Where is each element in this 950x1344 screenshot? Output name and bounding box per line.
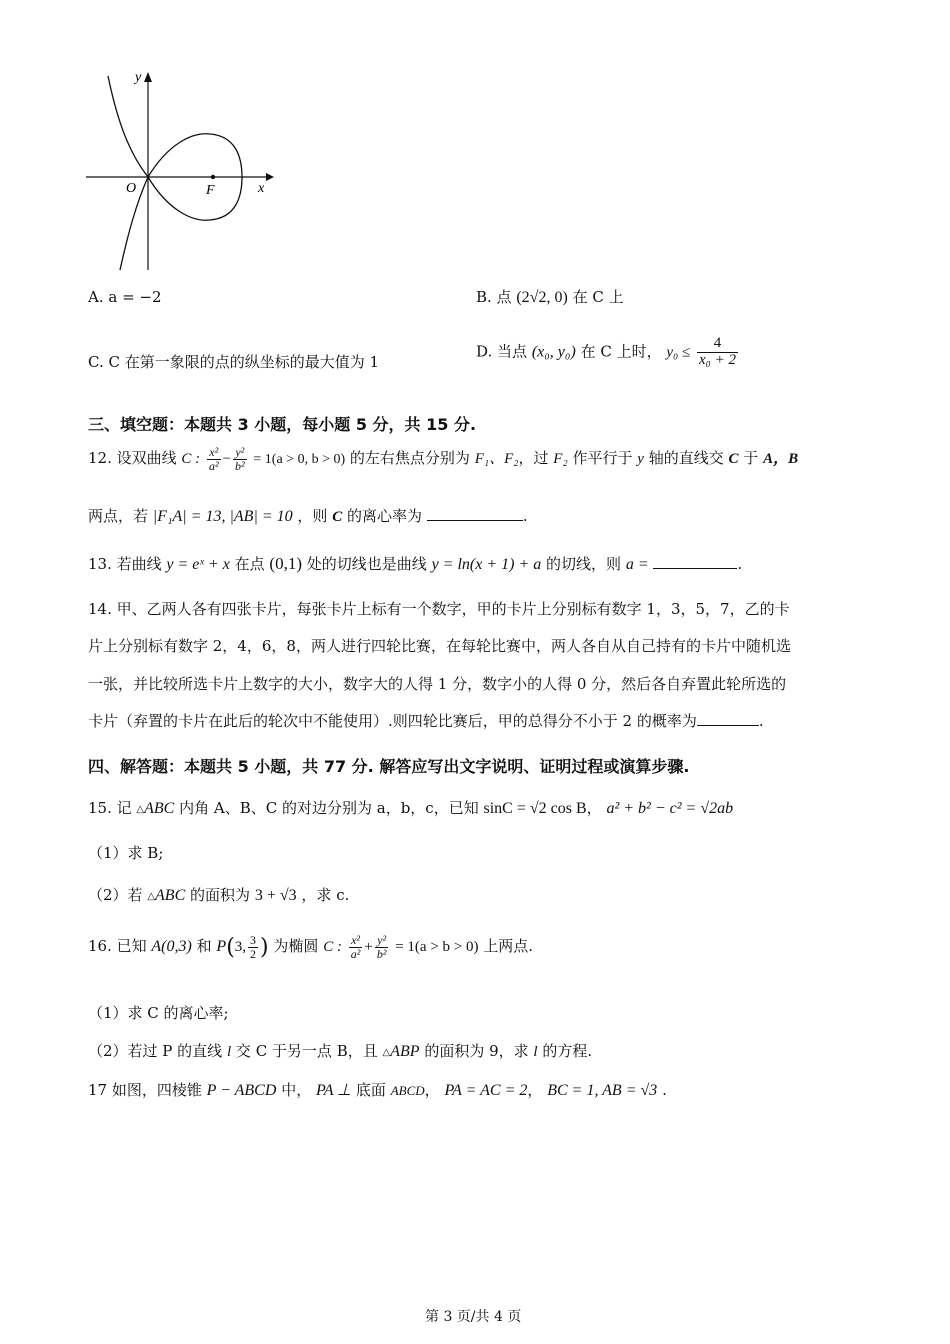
q12-curve-name: C : [181, 451, 201, 468]
q12-frac-x [207, 446, 221, 472]
q16-triangle-symbol: △ [382, 1047, 391, 1058]
q12-answer-blank[interactable] [427, 520, 523, 521]
q16-b2: b² [376, 946, 387, 961]
page-footer: 第 3 页/共 4 页 [425, 1309, 522, 1325]
q17-text-d: ， [424, 1081, 440, 1099]
q12-end: . [522, 507, 528, 525]
q15-abc: ABC [144, 800, 175, 817]
q14-text: 卡片（弃置的卡片在此后的轮次中不能使用）.则四轮比赛后，甲的总得分不小于 2 的概率为 [88, 712, 697, 730]
q15-p2-text-a: （2）若 [88, 886, 143, 904]
option-c: C. C 在第一象限的点的纵坐标的最大值为 1 [88, 353, 380, 371]
q13-curve-2: y = ln(x + 1) + a [431, 556, 542, 573]
q16-p-den: 2 [250, 946, 257, 961]
q16-frac-y [375, 934, 389, 960]
q16-text-a: 16. 已知 [88, 937, 147, 956]
section-4-heading: 四、解答题：本题共 5 小题，共 77 分. 解答应写出文字说明、证明过程或演算步骤. [88, 757, 690, 776]
option-b-suffix: 在 C 上 [572, 288, 624, 306]
q12-AB: A，B [763, 451, 799, 468]
q15-triangle-symbol: △ [136, 804, 145, 815]
focus-label: F [206, 183, 215, 198]
q12-eq-rest: = 1(a > 0, b > 0) [253, 452, 346, 468]
q12-text-e: 轴的直线交 [648, 449, 724, 468]
q15-p2-text-c: ，求 c. [301, 886, 350, 904]
q16-p2-text-b: 交 C 于另一点 B，且 [235, 1042, 378, 1060]
question-17 [88, 1079, 667, 1100]
curve-branch [108, 76, 148, 270]
q16-eq-rest: = 1(a > b > 0) [395, 939, 479, 956]
option-d [476, 336, 740, 369]
q16-a2: a² [350, 946, 361, 961]
x-axis-arrow [266, 173, 274, 181]
q15-p2-area: 3 + √3 [254, 887, 297, 904]
q12-b2: b² [235, 458, 245, 473]
question-12-line-2 [88, 505, 528, 526]
q13-end: . [737, 555, 743, 573]
q17-abcd: ABCD [390, 1083, 425, 1098]
q16-text-c: 为椭圆 [273, 937, 319, 956]
q12-C2: C [332, 509, 343, 525]
option-d-numerator: 4 [697, 336, 738, 353]
q17-pyramid: P − ABCD [206, 1082, 277, 1099]
q16-point-p: P [216, 938, 227, 956]
question-13 [88, 553, 742, 574]
section-3-heading: 三、填空题：本题共 3 小题，每小题 5 分，共 15 分. [88, 415, 477, 434]
q17-equation-1: PA = AC = 2 [444, 1082, 528, 1099]
q12-foci: F₁、F₂ [474, 451, 519, 468]
q12-text-b: 的左右焦点分别为 [349, 449, 470, 468]
option-b [476, 286, 624, 307]
q12-C: C [728, 451, 739, 468]
q15-p2-text-b: 的面积为 [190, 886, 251, 904]
q12-frac-y [233, 446, 247, 472]
q13-answer-blank[interactable] [653, 568, 737, 569]
q12-y: y [637, 451, 644, 468]
q15-equation-2: a² + b² − c² = √2ab [606, 800, 734, 817]
q16-p2-text-d: 的方程. [542, 1042, 593, 1060]
question-12-line-1: 12. 设双曲线 C : $\frac{\text{x²}}{\text{a²}}$ − $\frac{\text{y²}}{\text{b²}}$ = 1(a > 0, b > 0) 的左右焦点分别为 F₁、F₂，过 F₂ 作平行于 y 轴的直线交 C 于 A，B [88, 445, 799, 473]
q12-f2: F₂ [553, 451, 568, 468]
q12-text-d: 作平行于 [572, 449, 633, 468]
q16-p-x: 3, [234, 939, 247, 956]
q13-text-c: 处的切线也是曲线 [306, 555, 427, 573]
option-d-point: (x₀, y₀) [531, 343, 576, 361]
q12-a2: a² [208, 458, 219, 473]
q15-text-a: 15. 记 [88, 799, 132, 817]
curve-graph [80, 64, 280, 279]
q14-end: . [758, 712, 764, 730]
q17-equation-2: BC = 1, AB = √3 [547, 1082, 658, 1099]
option-d-prefix: D. 当点 [476, 342, 528, 361]
q15-text-b: 内角 A、B、C 的对边分别为 a，b，c，已知 [179, 799, 479, 817]
q13-point: (0,1) [269, 554, 302, 573]
q16-p-num: 3 [250, 933, 257, 947]
q17-text-c: 底面 [355, 1081, 386, 1099]
q13-text-a: 13. 若曲线 [88, 555, 162, 573]
q13-text-b: 在点 [234, 555, 265, 573]
q13-answer-label: a = [625, 556, 649, 573]
q16-p2-text-c: 的面积为 9，求 [424, 1042, 529, 1060]
focus-point [211, 175, 215, 179]
option-d-mid: 在 C 上时， [580, 342, 662, 361]
question-14-line-1: 14. 甲、乙两人各有四张卡片，每张卡片上标有一个数字，甲的卡片上分别标有数字 1，3，5，7，乙的卡 [88, 600, 790, 618]
q14-answer-blank[interactable] [697, 725, 759, 726]
question-16-part-2 [88, 1040, 592, 1061]
question-15-part-1: （1）求 B; [88, 844, 164, 862]
q16-frac-x [349, 934, 363, 960]
question-14-line-4 [88, 710, 764, 731]
q16-text-d: 上两点. [483, 937, 534, 956]
option-d-ineq: y₀ ≤ [666, 344, 691, 361]
q13-text-d: 的切线，则 [546, 555, 622, 573]
q16-text-b: 和 [196, 937, 212, 956]
q15-p2-abc: ABC [155, 887, 186, 904]
q16-x2: x² [349, 934, 363, 948]
q12-text-h: ，则 [297, 507, 328, 525]
question-16-part-1: （1）求 C 的离心率; [88, 1004, 229, 1022]
q16-y2: y² [375, 934, 389, 948]
q16-point-a: A(0,3) [151, 938, 192, 956]
question-14-line-2: 片上分别标有数字 2，4，6，8，两人进行四轮比赛，在每轮比赛中，两人各自从自己持有的卡片中随机选 [88, 637, 791, 655]
q17-text-e: ， [527, 1081, 543, 1099]
option-d-denominator: x₀ + 2 [699, 351, 737, 368]
question-16: 16. 已知 A(0,3) 和 P(3, $\frac{3}{2}$ ) 为椭圆 C : $\frac{\text{x²}}{\text{a²}}$ + $\frac{\text{y²}}{\text{b²}}$ = 1(a > b > 0) 上两点. [88, 933, 534, 961]
y-axis-label: y [135, 70, 142, 85]
q16-p-y-frac [248, 934, 258, 960]
option-b-prefix: B. 点 [476, 288, 512, 306]
option-a: A. a = −2 [88, 288, 162, 306]
x-axis-label: x [258, 181, 265, 196]
q17-text-b: 中， [281, 1081, 312, 1099]
q12-y2: y² [233, 446, 247, 460]
q12-condition: |F₁A| = 13, |AB| = 10 [152, 508, 293, 525]
q12-text-g: 两点，若 [88, 507, 149, 525]
q16-line-l: l [226, 1044, 232, 1060]
q12-text-f: 于 [743, 449, 759, 468]
question-14-line-3: 一张，并比较所选卡片上数字的大小，数字大的人得 1 分，数字小的人得 0 分，然后各自弃置此轮所选的 [88, 675, 787, 693]
q15-comma: ， [586, 799, 602, 817]
q16-line-l-2: l [533, 1044, 538, 1060]
q13-curve-1: y = eˣ + x [166, 556, 230, 573]
q12-text-i: 的离心率为 [347, 507, 423, 525]
q15-equation-1: sinC = √2 cos B [483, 800, 587, 817]
q12-text-a: 12. 设双曲线 [88, 449, 177, 468]
question-15 [88, 797, 733, 818]
q12-text-c: ，过 [518, 449, 549, 468]
q16-abp: ABP [390, 1043, 420, 1060]
origin-label: O [126, 181, 137, 196]
question-15-part-2 [88, 884, 349, 905]
q17-pa-perp: PA ⊥ [315, 1082, 352, 1099]
y-axis-arrow [144, 72, 152, 82]
option-b-point: (2√2, 0) [516, 289, 568, 306]
q15-p2-triangle-symbol: △ [147, 891, 156, 902]
q17-text-a: 17 如图，四棱锥 [88, 1081, 202, 1099]
option-d-fraction [697, 336, 738, 369]
q12-x2: x² [207, 446, 221, 460]
q17-end: . [662, 1081, 667, 1099]
q16-curve-name: C : [323, 939, 342, 956]
q16-p2-text-a: （2）若过 P 的直线 [88, 1042, 223, 1060]
